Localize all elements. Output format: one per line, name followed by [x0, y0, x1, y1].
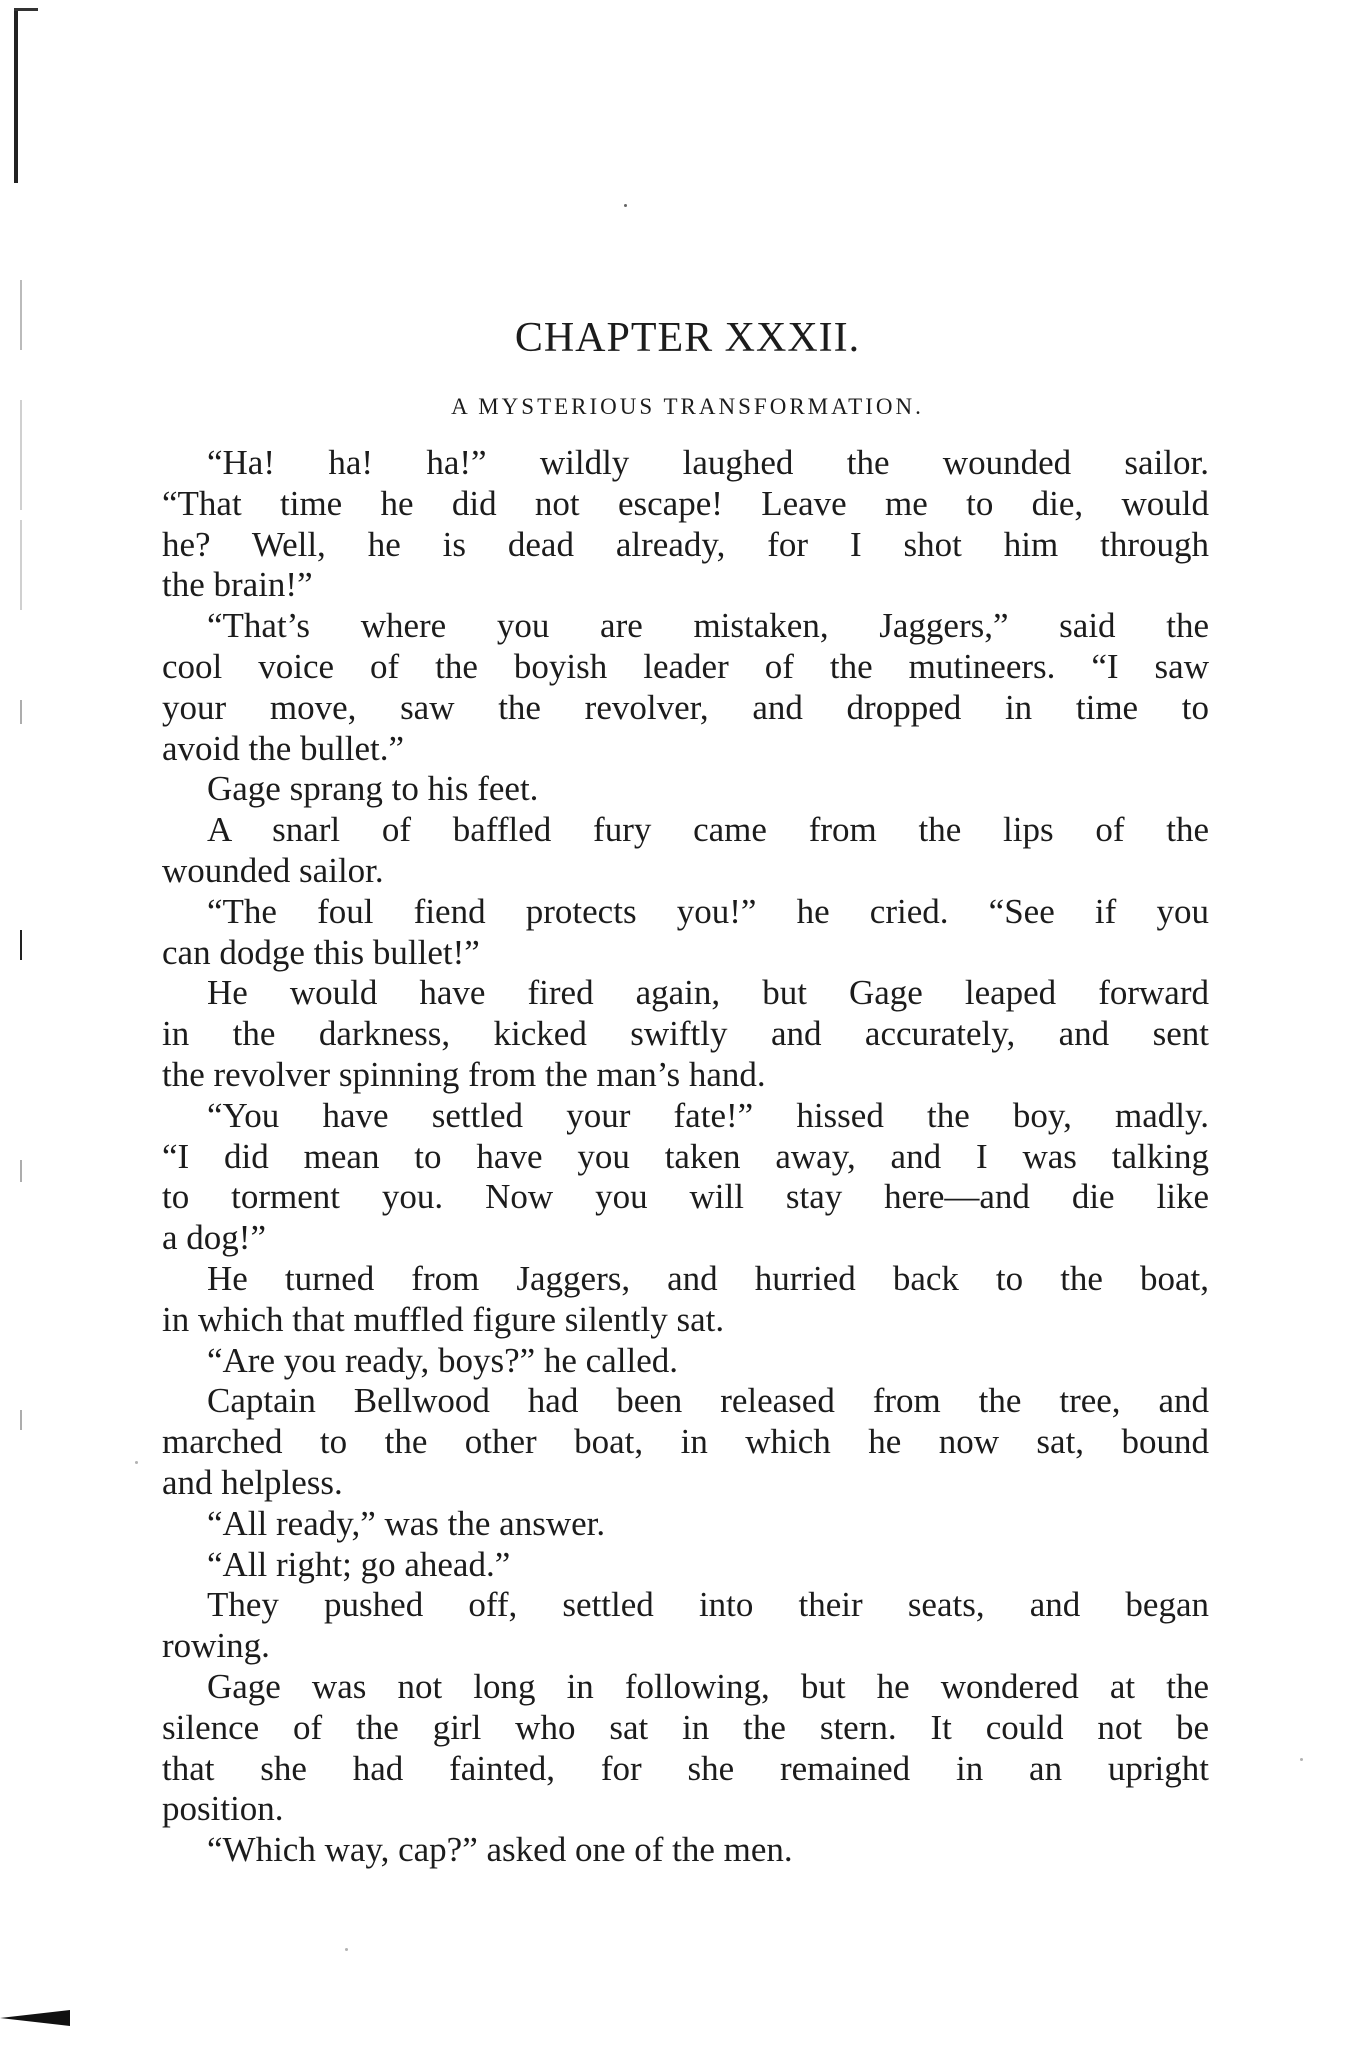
text-line: can dodge this bullet!”: [162, 932, 480, 972]
chapter-title: CHAPTER XXXII.: [514, 315, 861, 361]
text-line: Gage was not long in following, but he wondered at the: [207, 1666, 1209, 1706]
scan-edge-mark: [14, 8, 18, 183]
text-line: “Are you ready, boys?” he called.: [207, 1340, 678, 1380]
text-line: He turned from Jaggers, and hurried back to the boat,: [207, 1258, 1209, 1298]
text-line: in the darkness, kicked swiftly and accurately, and sent: [162, 1014, 1209, 1054]
scan-speck: [1300, 1758, 1303, 1761]
text-line: rowing.: [162, 1626, 270, 1666]
text-line: A snarl of baffled fury came from the lips of the: [207, 810, 1209, 850]
text-line: your move, saw the revolver, and dropped in time to: [162, 687, 1209, 727]
text-line: a dog!”: [162, 1218, 266, 1258]
text-line: that she had fainted, for she remained in an upright: [162, 1748, 1209, 1788]
text-line: “All right; go ahead.”: [207, 1544, 511, 1584]
scan-dust-line: [20, 930, 22, 960]
text-line: They pushed off, settled into their seats, and began: [207, 1585, 1209, 1625]
text-line: Gage sprang to his feet.: [207, 769, 539, 809]
text-line: “That time he did not escape! Leave me to die, would: [162, 483, 1209, 523]
text-line: wounded sailor.: [162, 850, 384, 890]
text-line: avoid the bullet.”: [162, 728, 405, 768]
text-line: silence of the girl who sat in the stern. It could not be: [162, 1707, 1209, 1747]
text-line: the brain!”: [162, 565, 313, 605]
chapter-subtitle: A MYSTERIOUS TRANSFORMATION.: [451, 394, 924, 419]
text-line: “All ready,” was the answer.: [207, 1503, 606, 1543]
chapter-body: [162, 443, 1209, 1871]
text-line: to torment you. Now you will stay here—and die like: [162, 1177, 1209, 1217]
scan-dust-line: [20, 1160, 22, 1182]
text-line: in which that muffled figure silently sat.: [162, 1299, 725, 1339]
text-line: he? Well, he is dead already, for I shot him through: [162, 524, 1209, 564]
scan-speck: [135, 1461, 138, 1464]
text-line: “The foul fiend protects you!” he cried. “See if you: [207, 891, 1209, 931]
scan-dust-line: [20, 1410, 22, 1430]
scan-corner-mark: [0, 2010, 70, 2026]
scan-speck: [624, 204, 627, 207]
text-line: “That’s where you are mistaken, Jaggers,” said the: [207, 606, 1209, 646]
text-line: “I did mean to have you taken away, and I was talking: [162, 1136, 1209, 1176]
scan-edge-tick: [14, 8, 38, 11]
scan-dust-line: [20, 520, 22, 610]
text-line: “Ha! ha! ha!” wildly laughed the wounded sailor.: [207, 443, 1209, 482]
scan-speck: [345, 1948, 348, 1951]
text-line: Captain Bellwood had been released from the tree, and: [207, 1381, 1209, 1421]
text-line: “You have settled your fate!” hissed the boy, madly.: [207, 1095, 1209, 1135]
text-line: marched to the other boat, in which he now sat, bound: [162, 1422, 1209, 1462]
text-line: “Which way, cap?” asked one of the men.: [207, 1830, 793, 1870]
scan-dust-line: [20, 700, 22, 724]
text-line: position.: [162, 1789, 284, 1829]
text-line: the revolver spinning from the man’s hand.: [162, 1054, 766, 1094]
text-line: and helpless.: [162, 1462, 343, 1502]
text-line: He would have fired again, but Gage leaped forward: [207, 973, 1209, 1013]
text-line: cool voice of the boyish leader of the mutineers. “I saw: [162, 646, 1209, 686]
